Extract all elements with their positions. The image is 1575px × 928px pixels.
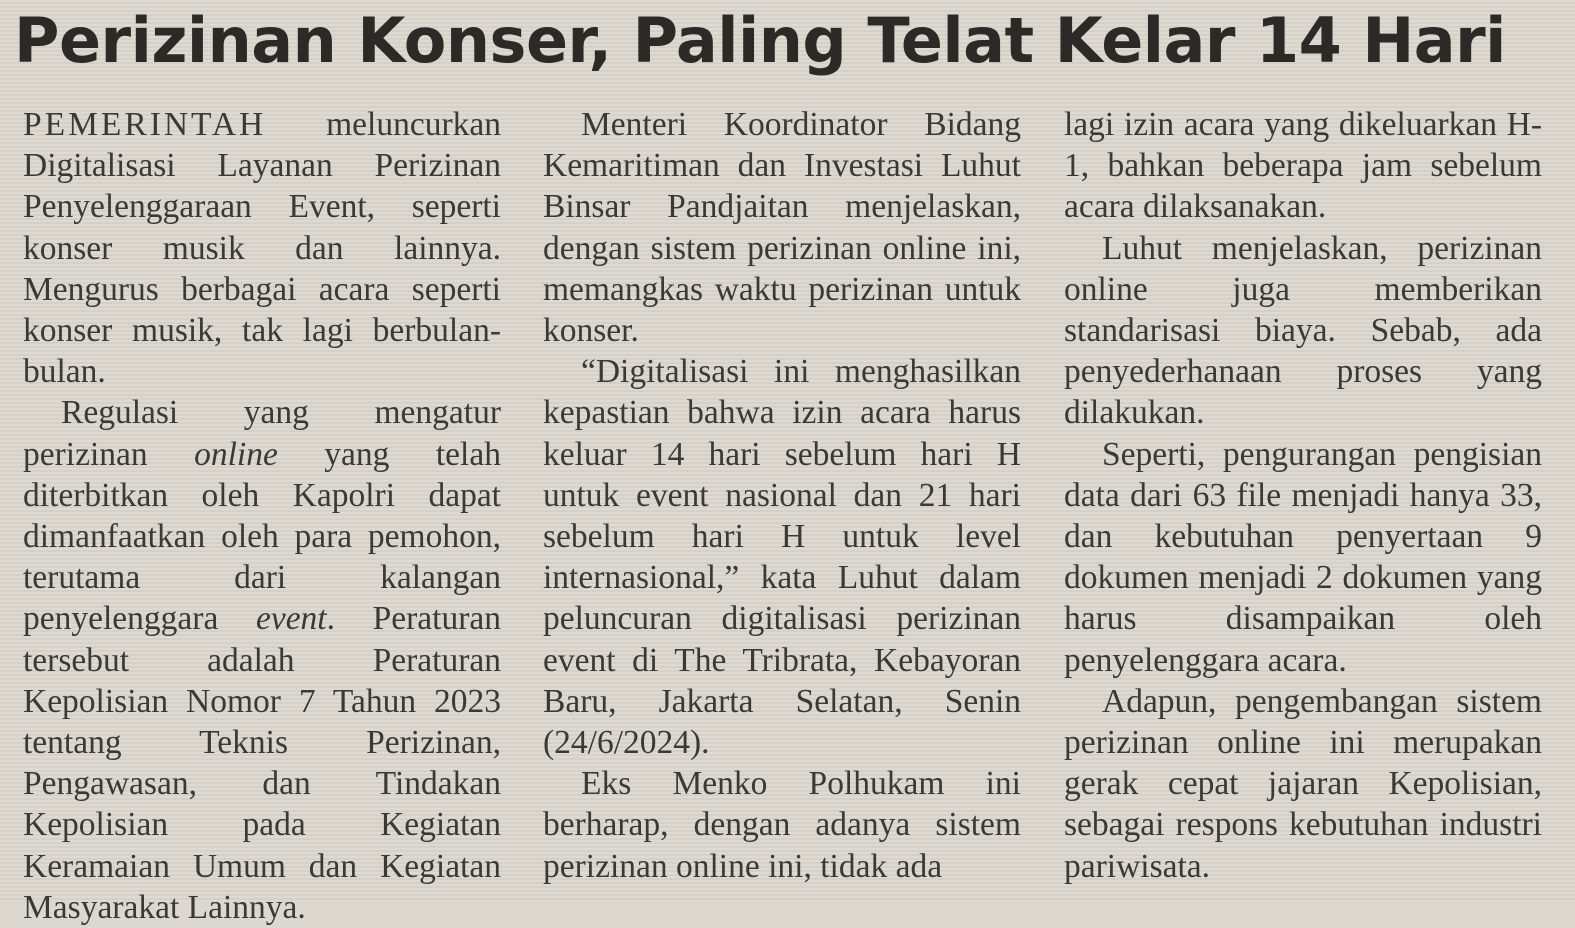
paragraph-minister: Menteri Koordinator Bidang Kemaritiman dan Investasi Luhut Binsar Pandjaitan menjelaskan, dengan sistem perizinan online ini, memangkas waktu perizinan untuk konser. — [543, 106, 1021, 350]
paragraph-development: Adapun, pengembangan sistem perizinan online ini merupakan gerak cepat jajaran Kepolisian, sebagai respons kebutuhan industri pariwisata. — [1064, 682, 1542, 885]
paragraph-continuation: lagi izin acara yang dikeluarkan H-1, bahkan beberapa jam sebelum acara dilaksanakan. — [1064, 106, 1542, 226]
regulation-text-a: Regulasi yang mengatur perizinan — [23, 394, 501, 473]
article-headline: Perizinan Konser, Paling Telat Kelar 14 Hari — [14, 4, 1506, 77]
paragraph-regulation — [23, 392, 501, 928]
paragraph-standard-cost: Luhut menjelaskan, perizinan online juga memberikan standarisasi biaya. Sebab, ada penyederhanaan proses yang dilakukan. — [1064, 229, 1542, 432]
lead-text: meluncurkan Digitalisasi Layanan Perizinan Penyelenggaraan Event, seperti konser musik dan lainnya. Mengurus berbagai acara seperti konser musik, tak lagi berbulan-bulan. — [23, 106, 501, 391]
italic-online: online — [194, 435, 278, 473]
paragraph-hope: Eks Menko Polhukam ini berharap, dengan adanya sistem perizinan online ini, tidak ada — [543, 765, 1021, 885]
regulation-text-c: . Peraturan tersebut adalah Peraturan Kepolisian Nomor 7 Tahun 2023 tentang Teknis Perizinan, Pengawasan, dan Tindakan Kepolisian pada Kegiatan Keramaian Umum dan Kegiatan Masyarakat Lainnya. — [23, 600, 501, 926]
article-column-1 — [23, 104, 501, 928]
regulation-text-b: yang telah diterbitkan oleh Kapolri dapat dimanfaatkan oleh para pemohon, terutama dari kalangan penyelenggara — [23, 435, 501, 638]
paragraph-lead — [23, 104, 501, 392]
article-column-3 — [1064, 104, 1542, 887]
article-column-2 — [543, 104, 1021, 887]
italic-event: event — [255, 600, 327, 638]
lead-caps-word: PEMERINTAH — [23, 106, 267, 143]
paragraph-quote: “Digitalisasi ini menghasilkan kepastian bahwa izin acara harus keluar 14 hari sebelum hari H untuk event nasional dan 21 hari sebelum hari H untuk level internasional,” kata Luhut dalam peluncuran digitalisasi perizinan event di The Tribrata, Kebayoran Baru, Jakarta Selatan, Senin (24/6/2024). — [543, 353, 1021, 762]
paragraph-reduction: Seperti, pengurangan pengisian data dari 63 file menjadi hanya 33, dan kebutuhan penyertaan 9 dokumen menjadi 2 dokumen yang harus disampaikan oleh penyelenggara acara. — [1064, 435, 1542, 679]
